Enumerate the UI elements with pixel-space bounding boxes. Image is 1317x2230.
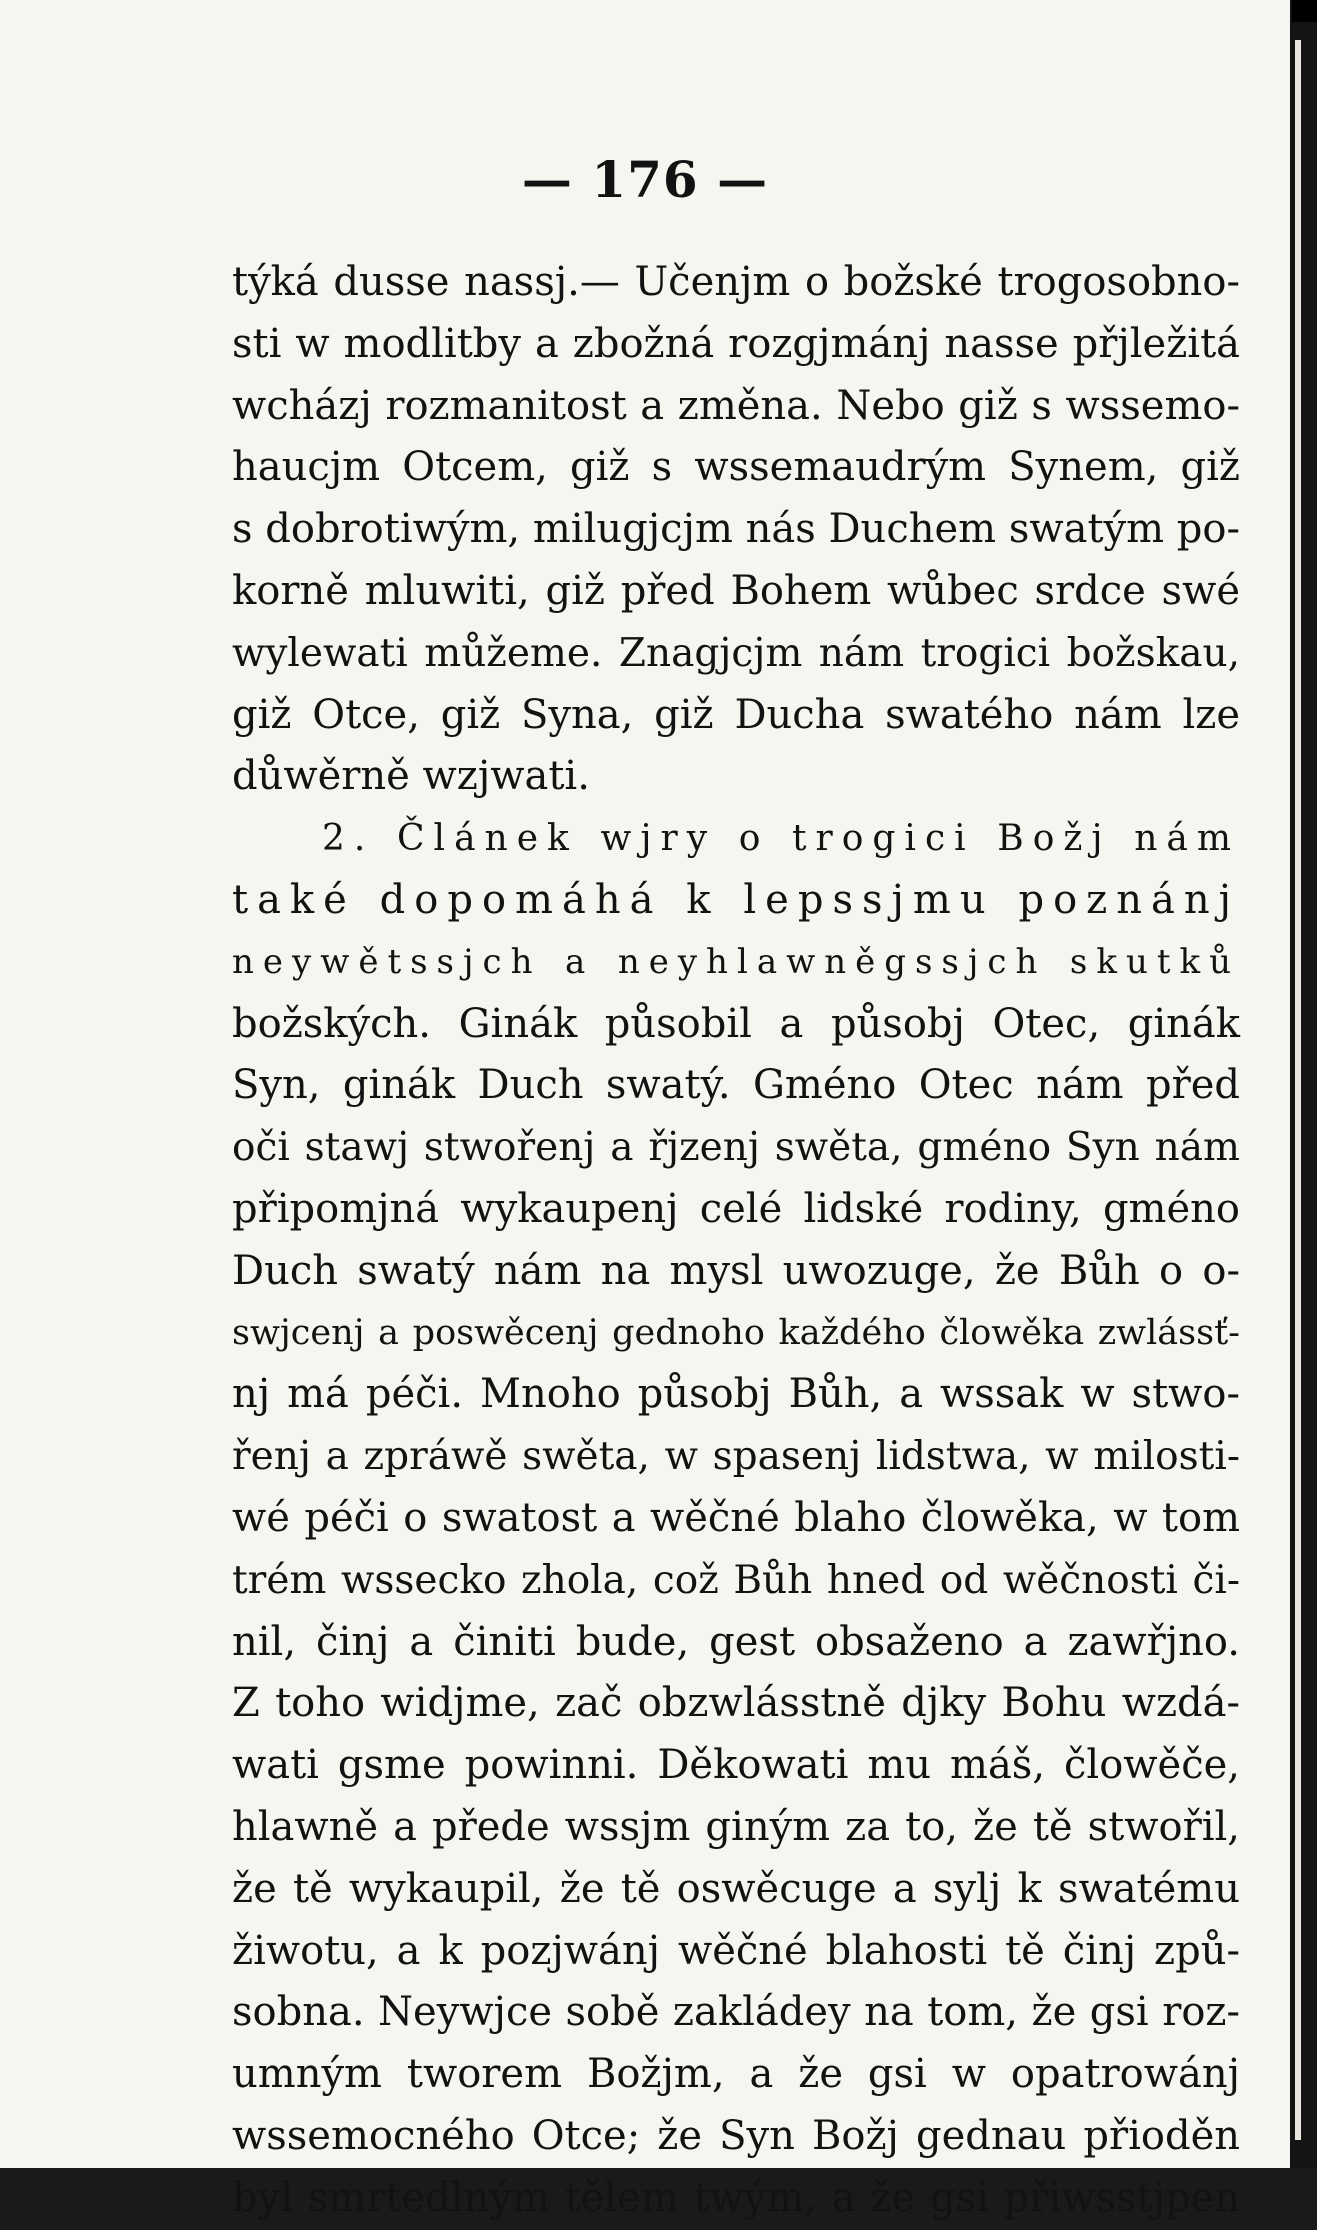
text-line: swjcenj a poswěcenj gednoho každého člowěka zwlássť- — [232, 1312, 1240, 1353]
text-line: hlawně a přede wssjm giným za to, že tě stwořil, — [232, 1803, 1240, 1850]
text-line: sti w modlitby a zbožná rozgjmánj nasse přjležitá — [232, 320, 1240, 367]
text-line: giž Otce, giž Syna, giž Ducha swatého nám lze — [232, 691, 1240, 738]
text-line: žiwotu, a k pozjwánj wěčné blahosti tě činj způ- — [232, 1927, 1240, 1974]
text-line: wylewati můžeme. Znagjcjm nám trogici božskau, — [232, 630, 1240, 676]
page-number: — 176 — — [521, 150, 769, 209]
body-text — [232, 252, 1240, 2230]
text-line: nil, činj a činiti bude, gest obsaženo a zawřjno. — [232, 1618, 1240, 1665]
text-line: haucjm Otcem, giž s wssemaudrým Synem, giž — [232, 444, 1240, 491]
text-line: Duch swatý nám na mysl uwozuge, že Bůh o o- — [232, 1247, 1240, 1294]
scan-border — [1290, 0, 1317, 2168]
text-line: wssemocného Otce; že Syn Božj gednau přioděn — [232, 2112, 1240, 2159]
scan-corner — [1292, 0, 1317, 22]
text-line: umným tworem Božjm, a že gsi w opatrowánj — [232, 2051, 1240, 2098]
text-line: s dobrotiwým, milugjcjm nás Duchem swatým po- — [232, 506, 1240, 553]
text-line: důwěrně wzjwati. — [232, 753, 590, 800]
text-line: byl smrtedlným tělem twým, a že gsi přiwsstjpen — [232, 2174, 1240, 2221]
text-line: Syn, ginák Duch swatý. Gméno Otec nám před — [232, 1062, 1240, 1109]
text-line: sobna. Neywjce sobě zakládey na tom, že gsi roz- — [232, 1989, 1240, 2036]
text-line: Z toho widjme, zač obzwlásstně djky Bohu wzdá- — [232, 1680, 1240, 1727]
section-heading-line: 2. Článek wjry o trogici Božj nám — [322, 818, 1240, 860]
text-line: že tě wykaupil, že tě oswěcuge a sylj k swatému — [232, 1865, 1240, 1912]
text-line: nj má péči. Mnoho působj Bůh, a wssak w stwo- — [232, 1371, 1240, 1418]
scan-border-strip — [1295, 40, 1301, 2140]
text-line: oči stawj stwořenj a řjzenj swěta, gméno Syn nám — [232, 1125, 1240, 1171]
text-line: božských. Ginák působil a působj Otec, ginák — [232, 1000, 1240, 1047]
text-line: trém wssecko zhola, což Bůh hned od wěčnosti či- — [232, 1557, 1240, 1603]
text-line: wcházj rozmanitost a změna. Nebo giž s wssemo- — [232, 382, 1240, 429]
text-line: týká dusse nassj.— Učenjm o božské trogosobno- — [232, 259, 1240, 305]
text-line: připomjná wykaupenj celé lidské rodiny, gméno — [232, 1185, 1240, 1232]
text-line: wati gsme powinni. Děkowati mu máš, člowěče, — [232, 1742, 1240, 1789]
text-line: wé péči o swatost a wěčné blaho člowěka, w tom — [232, 1494, 1240, 1541]
text-line: korně mluwiti, giž před Bohem wůbec srdce swé — [232, 567, 1240, 614]
section-heading-line: také dopomáhá k lepssjmu poznánj — [232, 876, 1240, 923]
page-header — [0, 150, 1290, 209]
text-line: řenj a zpráwě swěta, w spasenj lidstwa, w milosti- — [232, 1434, 1240, 1480]
section-heading-line: neywětssjch a neyhlawněgssjch skutků — [232, 941, 1240, 982]
